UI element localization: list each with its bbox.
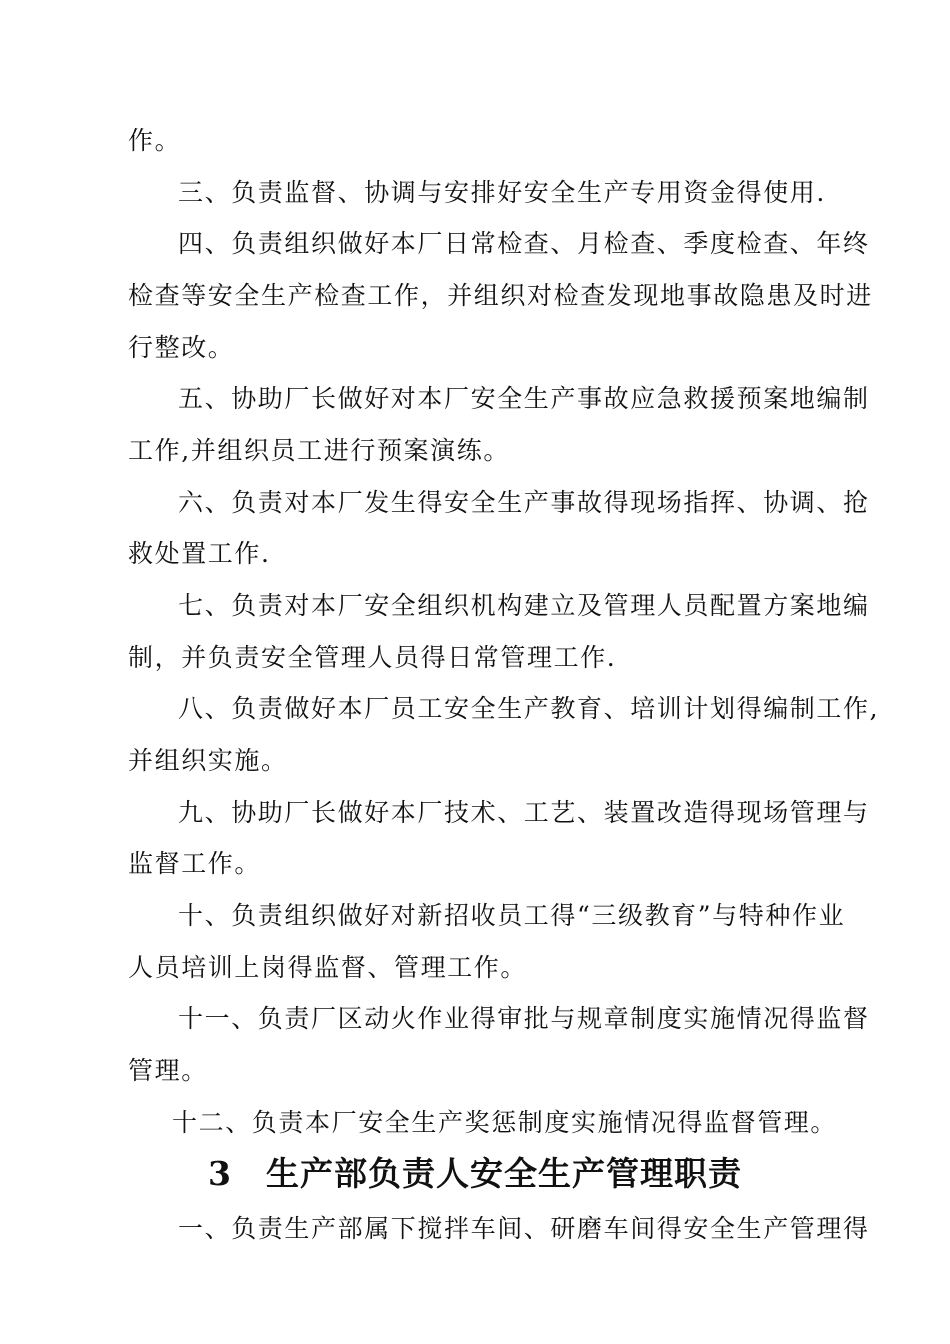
paragraph-line: 人员培训上岗得监督、管理工作。 — [128, 953, 528, 982]
paragraph-line: 一、负责生产部属下搅拌车间、研磨车间得安全生产管理得 — [178, 1214, 870, 1243]
paragraph-line: 监督工作。 — [128, 849, 262, 878]
paragraph-line: 管理。 — [128, 1056, 208, 1085]
paragraph-line: 制，并负责安全管理人员得日常管理工作. — [128, 643, 617, 672]
paragraph-line: 工作,并组织员工进行预案演练。 — [128, 436, 510, 465]
paragraph-line: 十二、负责本厂安全生产奖惩制度实施情况得监督管理。 — [172, 1108, 838, 1137]
paragraph-line: 六、负责对本厂发生得安全生产事故得现场指挥、协调、抢 — [178, 488, 870, 517]
paragraph-line: 十、负责组织做好对新招收员工得“三级教育”与特种作业 — [178, 901, 846, 930]
paragraph-line: 十一、负责厂区动火作业得审批与规章制度实施情况得监督 — [178, 1004, 870, 1033]
paragraph-line: 并组织实施。 — [128, 746, 288, 775]
paragraph-line: 五、协助厂长做好对本厂安全生产事故应急救援预案地编制 — [178, 384, 870, 413]
paragraph-line: 三、负责监督、协调与安排好安全生产专用资金得使用. — [178, 178, 826, 207]
paragraph-line: 救处置工作. — [128, 539, 271, 568]
paragraph-line: 检查等安全生产检查工作，并组织对检查发现地事故隐患及时进 — [128, 281, 873, 310]
paragraph-line: 七、负责对本厂安全组织机构建立及管理人员配置方案地编 — [178, 591, 870, 620]
paragraph-line: 作。 — [128, 126, 182, 155]
paragraph-line: 八、负责做好本厂员工安全生产教育、培训计划得编制工作, — [178, 694, 880, 723]
paragraph-line: 九、协助厂长做好本厂技术、工艺、装置改造得现场管理与 — [178, 798, 870, 827]
paragraph-line: 四、负责组织做好本厂日常检查、月检查、季度检查、年终 — [178, 229, 870, 258]
paragraph-line: 行整改。 — [128, 333, 235, 362]
section-heading: 3 生产部负责人安全生产管理职责 — [208, 1154, 742, 1193]
